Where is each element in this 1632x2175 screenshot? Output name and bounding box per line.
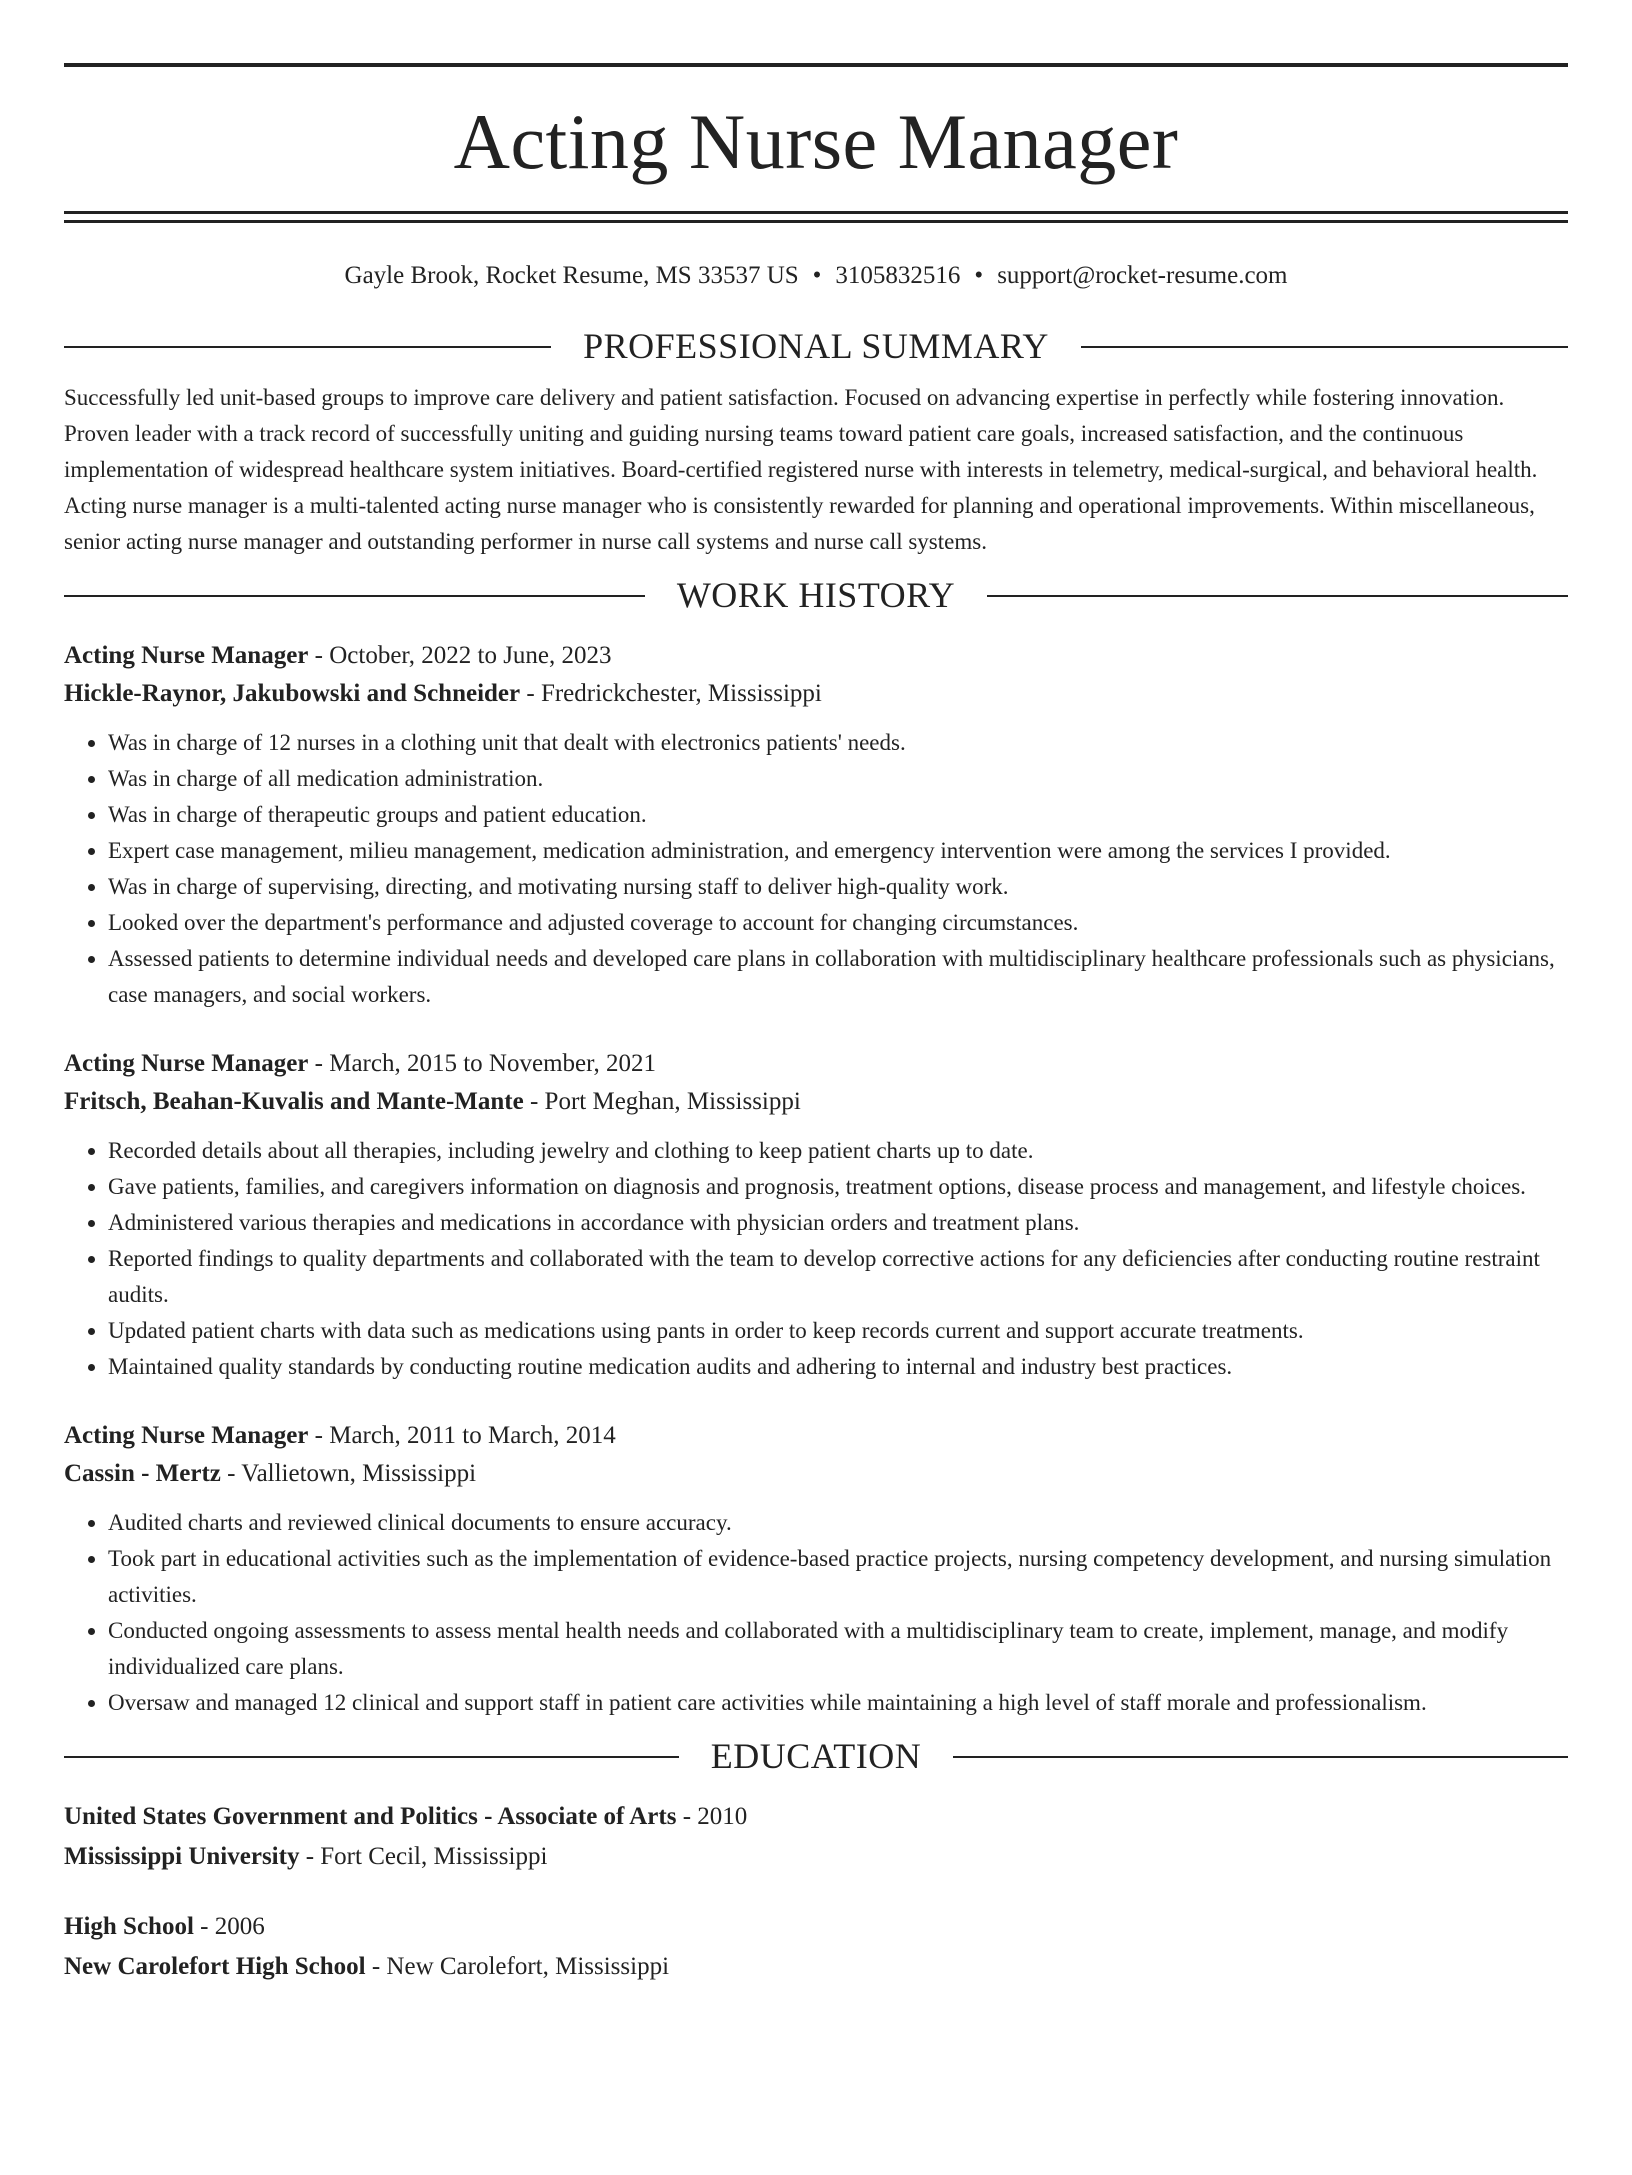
job-employer: Hickle-Raynor, Jakubowski and Schneider [64,680,521,708]
job-entry [64,1045,1568,1385]
education-heading-text: EDUCATION [710,1736,922,1777]
job-bullet: • Administered various therapies and medications in accordance with physician orders and treatment plans. [108,1205,1568,1241]
education-school: Mississippi University [64,1842,300,1870]
contact-separator: • [812,262,822,289]
job-location: - Vallietown, Mississippi [220,1460,477,1488]
job-bullet: • Reported findings to quality departments and collaborated with the team to develop corrective actions for any deficiencies after conducting routine restraint audits. [108,1241,1568,1313]
resume-title: Acting Nurse Manager [453,98,1179,185]
job-location: - Port Meghan, Mississippi [523,1088,801,1116]
heading-rule-right [1081,346,1568,348]
contact-email: support@rocket-resume.com [997,262,1288,289]
work-history-heading-text: WORK HISTORY [676,575,956,616]
job-bullet: • Took part in educational activities such as the implementation of evidence-based practice projects, nursing competency development, and nursing simulation activities. [108,1541,1568,1613]
job-bullet: • Conducted ongoing assessments to assess mental health needs and collaborated with a multidisciplinary team to create, implement, manage, and modify individualized care plans. [108,1613,1568,1685]
job-bullet: • Oversaw and managed 12 clinical and support staff in patient care activities while maintaining a high level of staff morale and professionalism. [108,1685,1568,1721]
heading-rule-right [953,1756,1568,1758]
contact-line [64,261,1568,291]
education-degree-line [64,1797,1568,1837]
top-rule [64,63,1568,67]
job-bullet: • Was in charge of 12 nurses in a clothing unit that dealt with electronics patients' needs. [108,725,1568,761]
heading-rule-left [64,595,645,597]
education-location: - Fort Cecil, Mississippi [299,1842,548,1870]
job-title-line [64,1417,1568,1455]
summary-paragraph: Successfully led unit-based groups to improve care delivery and patient satisfaction. Focused on advancing expertise in perfectly while fostering innovation. Proven leader with a track record of successfully uniting and guiding nursing teams toward patient care goals, increased satisfaction, and the continuous implementation of widespread healthcare system initiatives. Board-certified registered nurse with interests in telemetry, medical-surgical, and behavioral health. Acting nurse manager is a multi-talented acting nurse manager who is consistently rewarded for planning and operational improvements. Within miscellaneous, senior acting nurse manager and outstanding performer in nurse call systems and nurse call systems. [64,385,1538,555]
job-bullets [64,725,1568,1013]
job-employer-line [64,675,1568,713]
heading-rule-right [987,595,1568,597]
job-bullet: • Recorded details about all therapies, including jewelry and clothing to keep patient charts up to date. [108,1133,1568,1169]
job-bullet: • Audited charts and reviewed clinical documents to ensure accuracy. [108,1505,1568,1541]
job-entry [64,637,1568,1013]
summary-heading [64,325,1568,368]
job-bullet: • Looked over the department's performance and adjusted coverage to account for changing circumstances. [108,905,1568,941]
education-heading [64,1735,1568,1778]
job-bullet: • Updated patient charts with data such as medications using pants in order to keep records current and support accurate treatments. [108,1313,1568,1349]
education-entry [64,1797,1568,1877]
education-year: - 2010 [676,1802,748,1830]
job-title-line [64,1045,1568,1083]
job-role: Acting Nurse Manager [64,642,309,670]
education-degree-line [64,1907,1568,1947]
job-employer: Fritsch, Beahan-Kuvalis and Mante-Mante [64,1088,524,1116]
job-bullets [64,1133,1568,1385]
job-dates: - October, 2022 to June, 2023 [308,642,612,670]
work-history-list [64,637,1568,1721]
job-bullet: • Was in charge of therapeutic groups and patient education. [108,797,1568,833]
job-bullets [64,1505,1568,1721]
job-dates: - March, 2011 to March, 2014 [308,1422,616,1450]
resume-page [0,63,1632,2175]
education-degree: United States Government and Politics - Associate of Arts [64,1802,677,1830]
title-double-rule [64,211,1568,223]
job-bullet: • Gave patients, families, and caregivers information on diagnosis and prognosis, treatment options, disease process and management, and lifestyle choices. [108,1169,1568,1205]
contact-separator: • [974,262,984,289]
work-history-heading [64,574,1568,617]
summary-heading-text: PROFESSIONAL SUMMARY [583,326,1049,366]
heading-rule-left [64,1756,679,1758]
education-entry [64,1907,1568,1987]
education-school-line [64,1947,1568,1987]
job-role: Acting Nurse Manager [64,1050,309,1078]
job-role: Acting Nurse Manager [64,1422,309,1450]
job-employer: Cassin - Mertz [64,1460,221,1488]
job-bullet: • Was in charge of supervising, directing, and motivating nursing staff to deliver high-quality work. [108,869,1568,905]
job-location: - Fredrickchester, Mississippi [520,680,822,708]
heading-rule-left [64,346,551,348]
education-year: - 2006 [193,1912,265,1940]
education-school-line [64,1837,1568,1877]
job-title-line [64,637,1568,675]
education-location: - New Carolefort, Mississippi [365,1952,670,1980]
contact-address: Gayle Brook, Rocket Resume, MS 33537 US [344,262,799,289]
job-employer-line [64,1455,1568,1493]
job-bullet: • Was in charge of all medication administration. [108,761,1568,797]
education-degree: High School [64,1912,194,1940]
education-school: New Carolefort High School [64,1952,366,1980]
job-dates: - March, 2015 to November, 2021 [308,1050,656,1078]
job-bullet: • Expert case management, milieu management, medication administration, and emergency intervention were among the services I provided. [108,833,1568,869]
job-bullet: • Assessed patients to determine individual needs and developed care plans in collaboration with multidisciplinary healthcare professionals such as physicians, case managers, and social workers. [108,941,1568,1013]
job-bullet: • Maintained quality standards by conducting routine medication audits and adhering to internal and industry best practices. [108,1349,1568,1385]
contact-phone: 3105832516 [835,262,961,289]
job-entry [64,1417,1568,1721]
job-employer-line [64,1083,1568,1121]
